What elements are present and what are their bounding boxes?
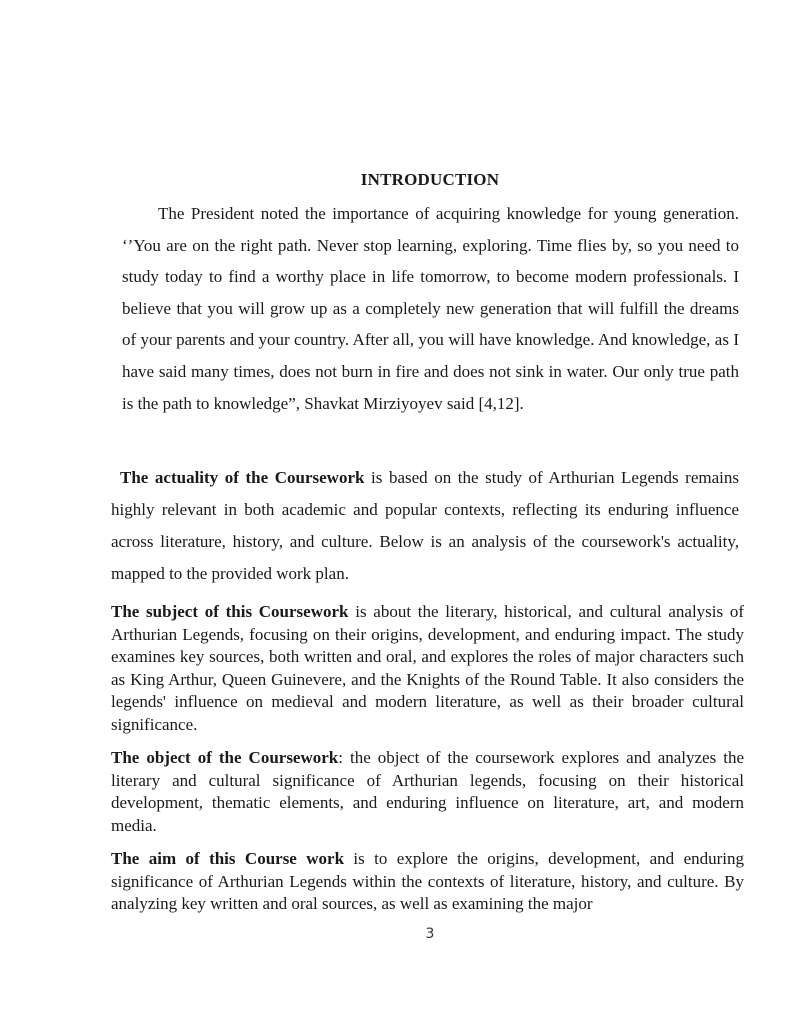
object-label: The object of the Coursework xyxy=(111,748,339,767)
actuality-text: is based on the study of Arthurian Legends remains highly relevant in both academic and popular contexts, reflecting its enduring influence across literature, history, and culture. Below is an analysis of the coursework's actuality, mapped to the provided work plan. xyxy=(111,468,739,583)
subject-label: The subject of this Coursework xyxy=(111,602,349,621)
object-text: : the object of the coursework explores and analyzes the literary and cultural significance of Arthurian legends, focusing on their historical development, thematic elements, and enduring influence on literature, art, and modern media. xyxy=(111,748,744,835)
actuality-label: The actuality of the Coursework xyxy=(120,468,365,487)
aim-paragraph xyxy=(111,848,744,916)
quote-paragraph: The President noted the importance of acquiring knowledge for young generation. ‘’You are on the right path. Never stop learning, exploring. Time flies by, so you need to study today to find a worthy place in life tomorrow, to become modern professionals. I believe that you will grow up as a completely new generation that will fulfill the dreams of your parents and your country. After all, you will have knowledge. And knowledge, as I have said many times, does not burn in fire and does not sink in water. Our only true path is the path to knowledge”, Shavkat Mirziyoyev said [4,12]. xyxy=(122,204,739,413)
object-paragraph xyxy=(111,747,744,837)
subject-text: is about the literary, historical, and cultural analysis of Arthurian Legends, focusing on their origins, development, and enduring impact. The study examines key sources, both written and oral, and explores the roles of major characters such as King Arthur, Queen Guinevere, and the Knights of the Round Table. It also considers the legends' influence on medieval and modern literature, as well as their broader cultural significance. xyxy=(111,602,745,734)
actuality-paragraph xyxy=(111,462,739,590)
page-title: INTRODUCTION xyxy=(360,170,500,189)
aim-text: is to explore the origins, development, and enduring significance of Arthurian Legends within the contexts of literature, history, and culture. By analyzing key written and oral sources, as well as examining the major xyxy=(111,849,744,913)
aim-label: The aim of this Course work xyxy=(111,849,345,868)
page-number: 3 xyxy=(425,926,435,942)
subject-paragraph xyxy=(111,601,744,736)
